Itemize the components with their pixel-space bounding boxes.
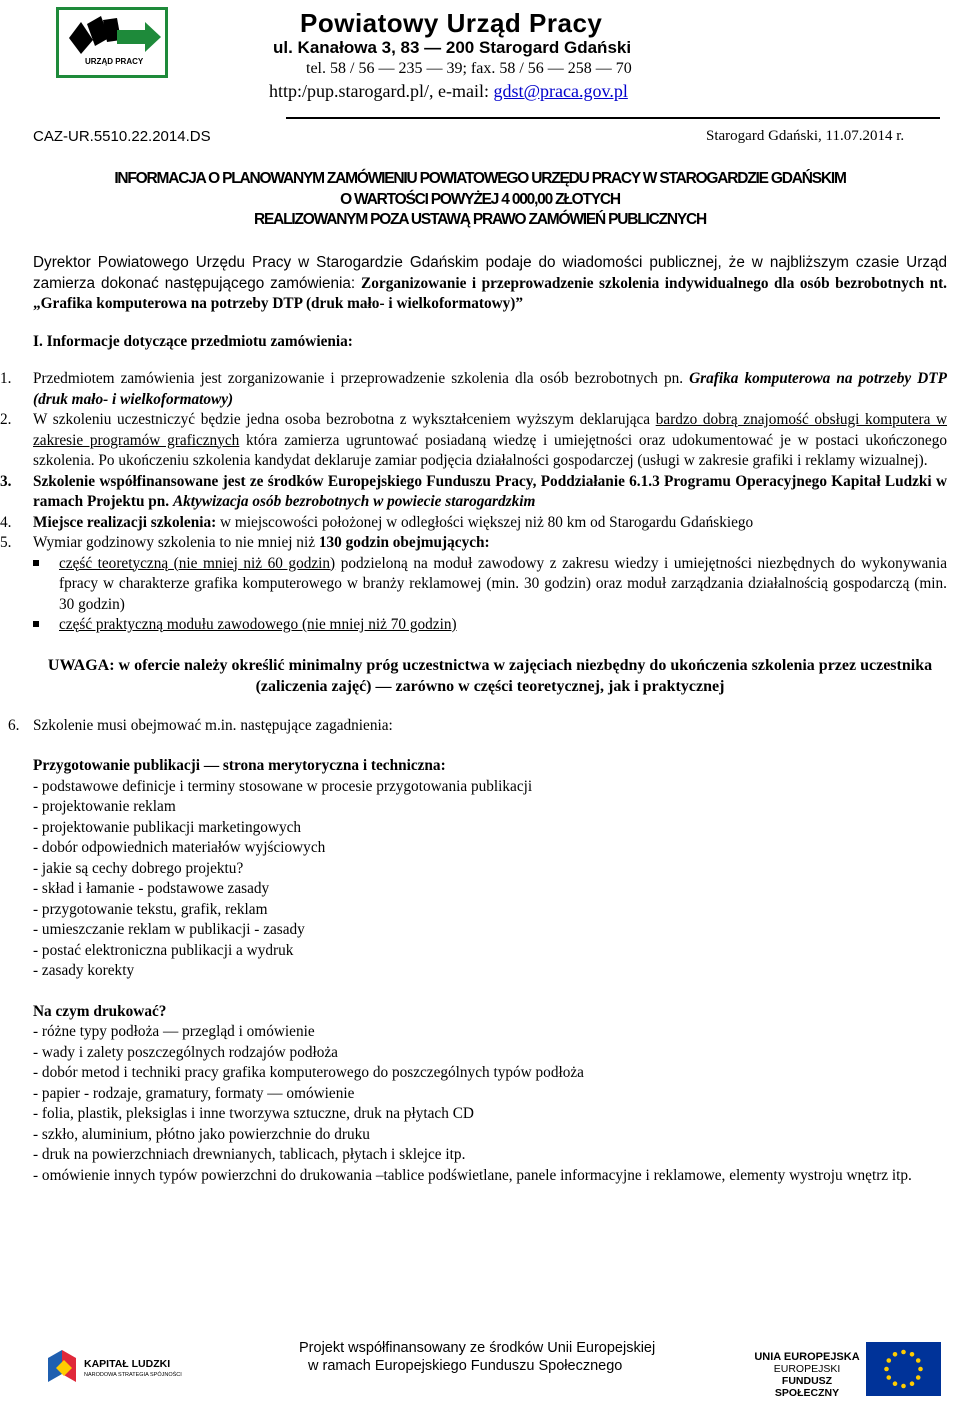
list-item [0, 472, 947, 513]
item-number: 4. [0, 513, 12, 531]
eu-star [893, 1381, 898, 1386]
eu-fund-line-2: EUROPEJSKI [773, 1363, 841, 1375]
reference-number: CAZ-UR.5510.22.2014.DS [33, 128, 211, 145]
org-name: Powiatowy Urząd Pracy [300, 8, 603, 38]
section-heading-text: I. Informacje dotyczące przedmiotu zamówienia: [33, 332, 353, 350]
intro-text: Dyrektor Powiatowego Urzędu Pracy w Starogardzie Gdańskim podaje do wiadomości publicznej, że w najbliższym czasie Urząd zamierza dokonać następującego zamówienia: [33, 254, 947, 292]
kapital-ludzki-logo [44, 1342, 204, 1388]
email-link[interactable]: gdst@praca.gov.pl [493, 81, 628, 101]
topic-item: - zasady korekty [33, 962, 135, 979]
item-bold: Miejsce realizacji szkolenia: [33, 513, 217, 531]
topics-group-1-list [33, 777, 947, 982]
topic-item: - szkło, aluminium, płótno jako powierzchnie do druku [33, 1125, 370, 1143]
eu-fund-line-1: UNIA EUROPEJSKA [754, 1351, 860, 1363]
header-divider [286, 117, 940, 119]
item-italic: Grafika komputerowa na potrzeby DTP (druk mało- i wielkoformatowy) [33, 370, 947, 408]
topic-item: - różne typy podłoża — przegląd i omówienie [33, 1023, 315, 1040]
eu-star [901, 1384, 906, 1389]
topics-heading-text: Na czym drukować? [33, 1002, 167, 1020]
topics-group-2-heading [33, 1002, 947, 1023]
item-underline: bardzo dobrą znajomość obsługi komputera w zakresie programów graficznych [33, 411, 948, 449]
topic-item: - dobór metod i techniki pracy grafika komputerowego do poszczególnych typów podłoża [33, 1064, 584, 1081]
item-text: która zamierza ugruntować posiadaną wiedzę i umiejętności oraz udokumentować je w postaci ukończonego szkolenia. Po ukończeniu szkolenia kandydat deklaruje zamiar podjęcia działalności gospodarczej (usługi w zakresie grafiki i reklamy wizualnej). [33, 431, 947, 469]
org-phone: tel. 58 / 56 — 235 — 39; fax. 58 / 56 — 258 — 70 [306, 60, 632, 77]
document-body [0, 253, 948, 1186]
list-item [0, 410, 948, 472]
topic-item: - skład i łamanie - podstawowe zasady [33, 880, 270, 897]
topic-item: - wady i zalety poszczególnych rodzajów podłoża [33, 1043, 338, 1061]
org-web [269, 81, 628, 102]
warning-note: UWAGA: w ofercie należy określić minimalny próg uczestnictwa w zajęciach niezbędny do ukończenia szkolenia przez uczestnika (zaliczenia zajęć) — zarówno w części teoretycznej, jak i praktycznej [47, 656, 933, 695]
org-address: ul. Kanałowa 3, 83 — 200 Starogard Gdański [273, 38, 632, 57]
topic-item: - jakie są cechy dobrego projektu? [33, 859, 244, 877]
item-text: Przedmiotem zamówienia jest zorganizowanie i przeprowadzenie szkolenia dla osób bezrobotnych pn. [33, 370, 690, 387]
item-bold: Szkolenie współfinansowane jest ze środków Europejskiego Funduszu Pracy, Poddziałanie 6.1.3 Programu Operacyjnego Kapitał Ludzki w ramach Projektu pn. [33, 472, 947, 510]
pup-logo [56, 7, 168, 78]
item-number: 1. [0, 370, 12, 387]
item-text: W szkoleniu uczestniczyć będzie jedna osoba bezrobotna z wykształceniem wyższym deklarująca [33, 411, 656, 428]
eu-star [893, 1352, 898, 1357]
eu-star [918, 1367, 923, 1372]
topic-item: - umieszczanie reklam w publikacji - zasady [33, 921, 305, 938]
bullet-item [59, 615, 947, 636]
item-text: Szkolenie musi obejmować m.in. następujące zagadnienia: [33, 716, 393, 734]
eu-star [916, 1358, 921, 1363]
eu-fund-label [752, 1351, 862, 1399]
document-title-line-3: REALIZOWANYM POZA USTAWĄ PRAWO ZAMÓWIEŃ PUBLICZNYCH [254, 211, 706, 228]
eu-flag-icon [866, 1342, 941, 1396]
item-bold: 130 godzin obejmujących: [318, 534, 490, 551]
kapital-ludzki-emblem [44, 1346, 80, 1386]
topic-item: - papier - rodzaje, gramatury, formaty — omówienie [33, 1084, 355, 1102]
eu-star [910, 1352, 915, 1357]
web-prefix: http:/pup.starogard.pl/, e-mail: [269, 81, 494, 101]
eu-star [886, 1358, 891, 1363]
bullet-text: podzieloną na moduł zawodowy z zakresu wiedzy i umiejętności niezbędnych do wykonywania fpracy w charakterze grafika komputerowego w branży reklamowej (min. 30 godzin) oraz moduł zarządzania działalnością gospodarczą (min. 30 godzin) [59, 554, 947, 613]
hours-bullet-list [0, 554, 947, 636]
intro-paragraph [33, 253, 947, 315]
place-date: Starogard Gdański, 11.07.2014 r. [706, 128, 905, 144]
topic-item: - postać elektroniczna publikacji a wydruk [33, 941, 294, 959]
footer-project-line-2: w ramach Europejskiego Funduszu Społecznego [308, 1358, 623, 1374]
topics-group-2-list [33, 1022, 947, 1186]
topic-item: - druk na powierzchniach drewnianych, tablicach, płytach i sklejce itp. [33, 1146, 466, 1163]
kl-subtitle: NARODOWA STRATEGIA SPÓJNOŚCI [84, 1372, 182, 1378]
list-item [0, 513, 947, 534]
item-6 [8, 716, 947, 737]
list-item [0, 369, 947, 410]
topic-item: - omówienie innych typów powierzchni do drukowania –tablice podświetlane, panele informacyjne i reklamowe, elementy wystroju wnętrz itp. [33, 1166, 912, 1184]
item-italic: Aktywizacja osób bezrobotnych w powiecie starogardzkim [172, 493, 536, 510]
item-number: 5. [0, 534, 12, 551]
requirements-list [0, 369, 948, 636]
bullet-underline: część teoretyczną (nie mniej niż 60 godzin) [59, 554, 336, 572]
bullet-underline: część praktyczną modułu zawodowego (nie mniej niż 70 godzin) [59, 616, 457, 633]
item-text: w miejscowości położonej w odległości większej niż 80 km od Starogardu Gdańskiego [216, 513, 754, 531]
eu-star [886, 1375, 891, 1380]
eu-star [916, 1375, 921, 1380]
topics-group-1-heading [33, 756, 947, 777]
topics-heading-text: Przygotowanie publikacji — strona merytoryczna i techniczna: [33, 757, 446, 774]
topic-item: - projektowanie publikacji marketingowych [33, 818, 302, 836]
document-title-line-1: INFORMACJA O PLANOWANYM ZAMÓWIENIU POWIATOWEGO URZĘDU PRACY W STAROGARDZIE GDAŃSKIM [114, 170, 846, 187]
item-number: 2. [0, 411, 12, 428]
footer-project-line-1: Projekt współfinansowany ze środków Unii Europejskiej [299, 1340, 656, 1356]
item-text: Wymiar godzinowy szkolenia to nie mniej niż [33, 534, 319, 551]
eu-fund-line-3: FUNDUSZ SPOŁECZNY [774, 1375, 840, 1399]
topic-item: - folia, plastik, pleksiglas i inne tworzywa sztuczne, druk na płytach CD [33, 1105, 474, 1122]
eu-star [901, 1350, 906, 1355]
kl-title: KAPITAŁ LUDZKI [84, 1358, 171, 1370]
topic-item: - przygotowanie tekstu, grafik, reklam [33, 900, 268, 918]
topic-item: - dobór odpowiednich materiałów wyjściowych [33, 839, 326, 856]
topic-item: - projektowanie reklam [33, 798, 176, 815]
intro-subject: Zorganizowanie i przeprowadzenie szkolenia indywidualnego dla osób bezrobotnych nt. „Grafika komputerowa na potrzeby DTP (druk mało- i wielkoformatowy)” [33, 274, 947, 312]
topic-item: - podstawowe definicje i terminy stosowane w procesie przygotowania publikacji [33, 777, 533, 795]
eu-star [910, 1381, 915, 1386]
pup-logo-text: URZĄD PRACY [85, 57, 144, 66]
item-number: 3. [0, 472, 12, 490]
section-heading [33, 332, 947, 353]
eu-star [884, 1367, 889, 1372]
document-title-line-2: O WARTOŚCI POWYŻEJ 4 000,00 ZŁOTYCH [340, 191, 620, 208]
eu-flag-graphic [866, 1342, 941, 1396]
item-number: 6. [8, 716, 20, 734]
bullet-item [59, 554, 947, 616]
list-item [0, 533, 947, 636]
